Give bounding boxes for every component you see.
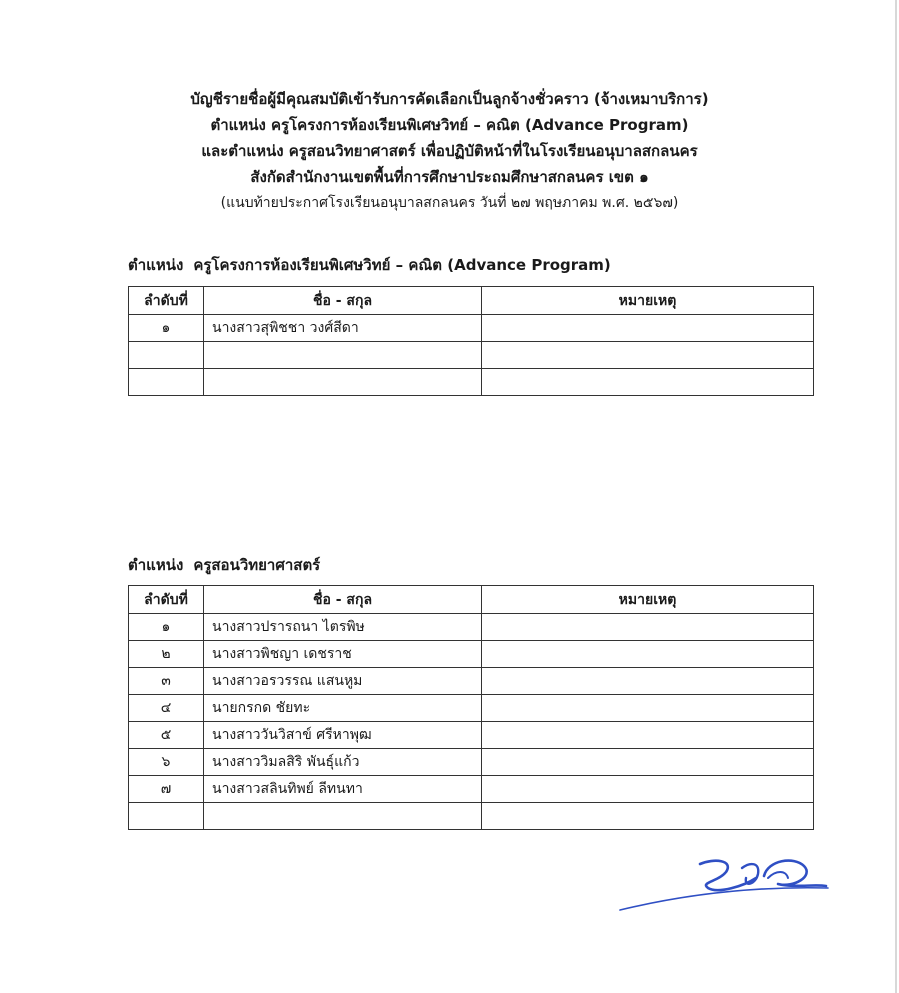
row-number bbox=[129, 369, 204, 396]
row-remark bbox=[482, 342, 814, 369]
header-title-line-3: และตำแหน่ง ครูสอนวิทยาศาสตร์ เพื่อปฏิบัติหน้าที่ในโรงเรียนอนุบาลสกลนคร bbox=[201, 142, 698, 160]
signature-icon bbox=[618, 848, 838, 918]
table-row bbox=[129, 614, 814, 641]
table-row bbox=[129, 695, 814, 722]
section-2-table bbox=[128, 585, 814, 830]
header-title-line-2: ตำแหน่ง ครูโครงการห้องเรียนพิเศษวิทย์ – คณิต (Advance Program) bbox=[210, 116, 689, 134]
table-header-row bbox=[129, 586, 814, 614]
section-1-title bbox=[128, 253, 611, 277]
row-name bbox=[204, 342, 482, 369]
column-header-name: ชื่อ - สกุล bbox=[204, 586, 482, 614]
header-title-line-4: สังกัดสำนักงานเขตพื้นที่การศึกษาประถมศึกษาสกลนคร เขต ๑ bbox=[250, 168, 649, 186]
table-row bbox=[129, 749, 814, 776]
table-row bbox=[129, 776, 814, 803]
row-number: ๔ bbox=[129, 695, 204, 722]
table-row bbox=[129, 342, 814, 369]
table-row bbox=[129, 668, 814, 695]
document-header bbox=[0, 86, 899, 216]
column-header-name: ชื่อ - สกุล bbox=[204, 287, 482, 315]
section-1-table bbox=[128, 286, 814, 396]
section-1-label: ตำแหน่ง bbox=[128, 256, 184, 274]
row-remark bbox=[482, 695, 814, 722]
row-name: นางสาวพิชญา เดชราช bbox=[204, 641, 482, 668]
row-remark bbox=[482, 803, 814, 830]
row-number: ๖ bbox=[129, 749, 204, 776]
row-remark bbox=[482, 749, 814, 776]
table-row bbox=[129, 315, 814, 342]
row-remark bbox=[482, 776, 814, 803]
row-number: ๓ bbox=[129, 668, 204, 695]
column-header-remark: หมายเหตุ bbox=[482, 586, 814, 614]
row-number: ๗ bbox=[129, 776, 204, 803]
table-header-row bbox=[129, 287, 814, 315]
row-number: ๒ bbox=[129, 641, 204, 668]
column-header-no: ลำดับที่ bbox=[129, 287, 204, 315]
row-remark bbox=[482, 369, 814, 396]
row-name bbox=[204, 803, 482, 830]
row-name: นางสาวปรารถนา ไตรพิษ bbox=[204, 614, 482, 641]
section-2-position: ครูสอนวิทยาศาสตร์ bbox=[193, 556, 321, 574]
row-number bbox=[129, 342, 204, 369]
row-name: นางสาววันวิสาข์ ศรีหาพุฒ bbox=[204, 722, 482, 749]
row-name: นางสาวสุพิชชา วงศ์สีดา bbox=[204, 315, 482, 342]
table-row bbox=[129, 641, 814, 668]
row-remark bbox=[482, 315, 814, 342]
section-2-title bbox=[128, 553, 320, 577]
row-name: นางสาววิมลสิริ พันธุ์แก้ว bbox=[204, 749, 482, 776]
row-remark bbox=[482, 668, 814, 695]
section-1-position: ครูโครงการห้องเรียนพิเศษวิทย์ – คณิต (Advance Program) bbox=[193, 256, 611, 274]
section-2-label: ตำแหน่ง bbox=[128, 556, 184, 574]
row-remark bbox=[482, 722, 814, 749]
row-name bbox=[204, 369, 482, 396]
row-number: ๕ bbox=[129, 722, 204, 749]
row-name: นายกรกด ชัยทะ bbox=[204, 695, 482, 722]
row-remark bbox=[482, 614, 814, 641]
row-name: นางสาวอรวรรณ แสนหูม bbox=[204, 668, 482, 695]
column-header-no: ลำดับที่ bbox=[129, 586, 204, 614]
table-row bbox=[129, 722, 814, 749]
row-number: ๑ bbox=[129, 315, 204, 342]
header-title-line-1: บัญชีรายชื่อผู้มีคุณสมบัติเข้ารับการคัดเลือกเป็นลูกจ้างชั่วคราว (จ้างเหมาบริการ) bbox=[190, 90, 709, 108]
header-announcement-note: (แนบท้ายประกาศโรงเรียนอนุบาลสกลนคร วันที่ ๒๗ พฤษภาคม พ.ศ. ๒๕๖๗) bbox=[220, 195, 679, 211]
table-row bbox=[129, 803, 814, 830]
row-remark bbox=[482, 641, 814, 668]
table-row bbox=[129, 369, 814, 396]
row-number bbox=[129, 803, 204, 830]
row-name: นางสาวสลินทิพย์ ลีทนทา bbox=[204, 776, 482, 803]
row-number: ๑ bbox=[129, 614, 204, 641]
column-header-remark: หมายเหตุ bbox=[482, 287, 814, 315]
